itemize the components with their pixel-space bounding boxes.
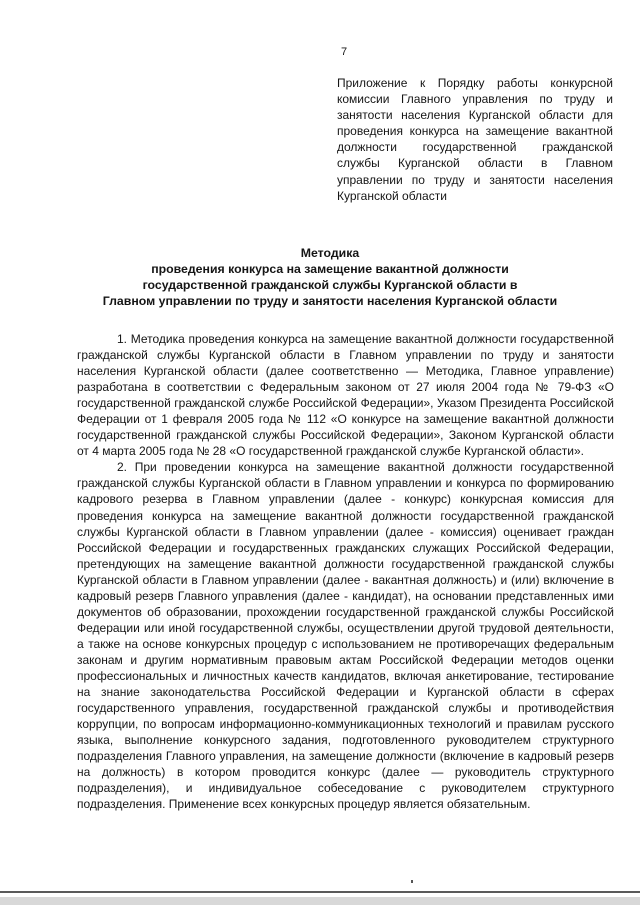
- page-number: 7: [340, 46, 348, 58]
- title-line: Главном управлении по труду и занятости населения Курганской области: [102, 293, 558, 308]
- appendix-note: Приложение к Порядку работы конкурсной комиссии Главного управления по труду и занятости населения Курганской области для проведения конкурса на замещение вакантной должности государственной гражданской службы Курганской области в Главном управлении по труду и занятости населения Курганской области: [337, 76, 613, 203]
- title-line: государственной гражданской службы Курганской области в: [142, 277, 518, 292]
- scan-edge-line: [0, 891, 640, 893]
- paragraph-1: 1. Методика проведения конкурса на замещение вакантной должности государственной гражданской службы Курганской области в Главном управлении по труду и занятости населения Курганской области (далее соответственно — Методика, Главное управление) разработана в соответствии с Федеральным законом от 27 июля 2004 года № 79-ФЗ «О государственной гражданской службе Российской Федерации», Указом Президента Российской Федерации от 1 февраля 2005 года № 112 «О конкурсе на замещение вакантной должности государственной гражданской службы Российской Федерации», Законом Курганской области от 4 марта 2005 года № 28 «О государственной гражданской службе Курганской области».: [77, 332, 614, 459]
- paragraph-2: 2. При проведении конкурса на замещение вакантной должности государственной гражданской службы Курганской области в Главном управлении и конкурса по формированию кадрового резерва в Главном управлении (далее - конкурс) конкурсная комиссия для проведения конкурса на замещение вакантной должности государственной гражданской службы Курганской области в Главном управлении (далее - комиссия) оценивает граждан Российской Федерации и государственных гражданских служащих Российской Федерации, претендующих на замещение вакантной должности государственной гражданской службы Курганской области в Главном управлении (далее - вакантная должность) и (или) включение в кадровый резерв Главного управления (далее - кандидат), на основании представленных ими документов об образовании, прохождении государственной гражданской службы Российской Федерации или иной государственной службы, осуществлении другой трудовой деятельности, а также на основе конкурсных процедур с использованием не противоречащих федеральным законам и другим нормативным правовым актам Российской Федерации методов оценки профессиональных и личностных качеств кандидатов, включая анкетирование, тестирование на знание законодательства Российской Федерации и Курганской области в сферах государственного управления, государственной гражданской службы и противодействия коррупции, по вопросам информационно-коммуникационных технологий и правилам русского языка, выполнение конкурсного задания, подготовленного руководителем структурного подразделения Главного управления, на замещение должности (включение в кадровый резерв на должность) в котором проводится конкурс (далее — руководитель структурного подразделения), и индивидуальное собеседование с руководителем структурного подразделения. Применение всех конкурсных процедур является обязательным.: [77, 460, 614, 812]
- document-title: [60, 246, 600, 310]
- title-line: проведения конкурса на замещение вакантной должности: [151, 261, 509, 276]
- scan-edge-band: [0, 897, 640, 905]
- scan-speck: [411, 880, 413, 883]
- title-line: Методика: [300, 246, 360, 260]
- document-body: [77, 331, 614, 812]
